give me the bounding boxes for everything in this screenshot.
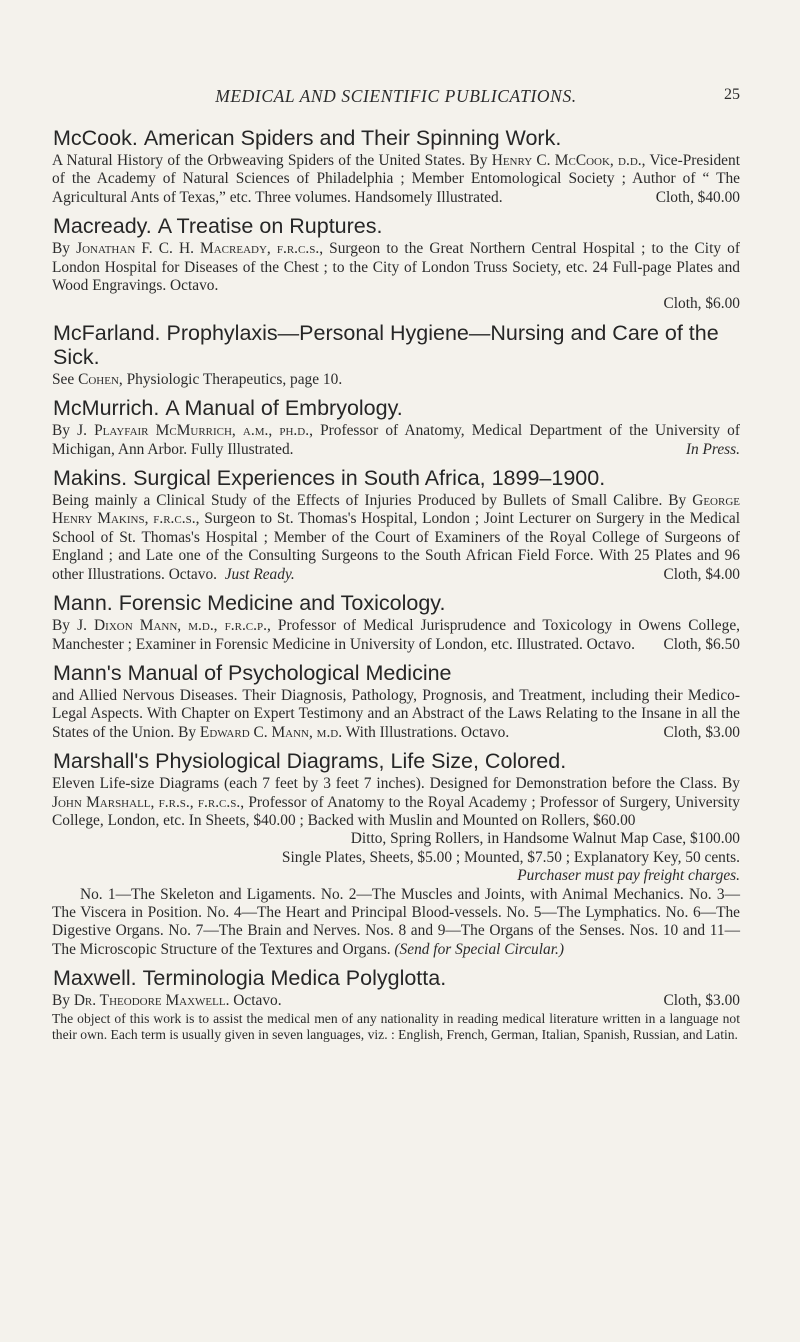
entry-price-line: Ditto, Spring Rollers, in Handsome Walnut Map Case, $100.00 — [350, 830, 740, 848]
entry-heading — [52, 661, 740, 685]
entry-body — [52, 492, 740, 584]
entry-price: Cloth, $3.00 — [663, 992, 740, 1010]
entry-text: A Natural History of the Orbweaving Spiders of the United States. By — [52, 152, 492, 169]
entry-price: Cloth, $6.50 — [663, 635, 740, 653]
entry-body — [52, 422, 740, 459]
entry-text: , Surgeon to the Great Northern Central Hospital ; to the City of London Hospital for Diseases of the Chest ; to the City of London Truss Society, etc. 24 Full-page Plates and Wood Engravings. Octavo. — [52, 240, 740, 295]
entry-text: See — [52, 370, 79, 388]
entry-heading — [52, 126, 740, 150]
entry-author-full: John Marshall, f.r.s., f.r.c.s. — [52, 793, 241, 811]
entry-author-full: Henry C. McCook, d.d. — [491, 152, 642, 169]
entry-author-full: J. Dixon Mann, m.d., f.r.c.p. — [77, 617, 267, 635]
entry-text: By — [52, 992, 74, 1010]
entry-contents: No. 1—The Skeleton and Ligaments. No. 2—The Muscles and Joints, with Animal Mechanics. No. 3—The Viscera in Position. No. 4—The Heart and Principal Blood-vessels. No. 5—The Lymphatics. No. 6—The Digestive Organs. No. 7—The Brain and Nerves. Nos. 8 and 9—The Organs of the Senses. Nos. 10 and 11—The Microscopic Structure of the Textures and Organs. — [52, 885, 740, 958]
entry-body — [52, 992, 740, 1043]
entry-status: Just Ready. — [224, 565, 295, 583]
entry-body — [52, 687, 740, 742]
entry-text: By — [52, 240, 77, 258]
entry-manns-manual — [52, 661, 740, 742]
entry-macready — [52, 214, 740, 314]
entry-author-full: Cohen — [78, 370, 119, 388]
entry-text: By — [52, 422, 78, 440]
entry-body — [52, 240, 740, 314]
entry-text: Eleven Life-size Diagrams (each 7 feet by 3 feet 7 inches). Designed for Demonstration before the Class. By — [52, 775, 740, 793]
entry-heading — [52, 966, 740, 990]
entry-maxwell — [52, 966, 740, 1043]
entry-marshalls-diagrams — [52, 749, 740, 959]
entry-price: Cloth, $40.00 — [655, 188, 740, 206]
entry-author: Mann. — [53, 591, 113, 616]
entry-body — [52, 617, 740, 654]
entry-circular-note: (Send for Special Circular.) — [394, 940, 564, 958]
entry-title: Manual of Psychological Medicine — [127, 660, 452, 685]
entry-author: Mann's — [53, 660, 122, 685]
entry-mcmurrich — [52, 396, 740, 459]
entry-note: The object of this work is to assist the medical men of any nationality in reading medical literature written in a language not their own. Each term is usually given in seven languages, viz. : English, French, German, Italian, Spanish, Russian, and Latin. — [52, 1010, 740, 1042]
entry-body — [52, 371, 740, 389]
entry-heading — [52, 591, 740, 615]
entry-title: A Manual of Embryology. — [165, 396, 403, 421]
entry-mann — [52, 591, 740, 654]
entry-status: In Press. — [685, 440, 740, 458]
entry-title: Forensic Medicine and Toxicology. — [118, 591, 446, 616]
entry-author: McCook. — [53, 126, 138, 150]
entry-makins — [52, 466, 740, 584]
entry-title: Terminologia Medica Polyglotta. — [142, 966, 447, 991]
entry-price: Cloth, $4.00 — [663, 565, 740, 583]
entry-heading — [52, 396, 740, 420]
entry-title: A Treatise on Ruptures. — [157, 214, 383, 239]
entry-heading — [52, 321, 740, 369]
entry-text: , Professor of Anatomy, Medical Department of the University of Michigan, Ann Arbor. Fully Illustrated. — [52, 422, 741, 458]
entry-text: Octavo. — [229, 992, 282, 1010]
entry-price: Cloth, $6.00 — [663, 295, 740, 313]
entry-text: , Physiologic Therapeutics, page 10. — [118, 370, 343, 388]
entry-price-line: Single Plates, Sheets, $5.00 ; Mounted, $7.50 ; Explanatory Key, 50 cents. — [281, 848, 740, 866]
entry-author: Macready. — [53, 214, 152, 239]
entry-body — [52, 775, 740, 959]
entry-author: Maxwell. — [53, 966, 137, 991]
entry-text: , Professor of Anatomy to the Royal Academy ; Professor of Surgery, University College, London, etc. In Sheets, $40.00 ; Backed with Muslin and Mounted on Rollers, $60.00 — [52, 793, 740, 829]
entries-list — [52, 126, 740, 1050]
page-number: 25 — [724, 86, 740, 103]
running-title: MEDICAL AND SCIENTIFIC PUBLICATIONS. — [215, 86, 577, 106]
entry-author: Makins. — [53, 466, 128, 491]
entry-text: , Surgeon to St. Thomas's Hospital, London ; Joint Lecturer on Surgery in the Medical School of St. Thomas's Hospital ; Member of the Court of Examiners of the Royal College of Surgeons of England ; and Late one of the Consulting Surgeons to the South African Field Force. With 25 Plates and 96 other Illustrations. Octavo. — [52, 510, 741, 583]
entry-text: Being mainly a Clinical Study of the Effects of Injuries Produced by Bullets of Small Calibre. By — [52, 492, 693, 510]
entry-author-full: Dr. Theodore Maxwell. — [73, 992, 230, 1010]
entry-title: Physiological Diagrams, Life Size, Colored. — [155, 749, 567, 774]
entry-title: American Spiders and Their Spinning Work. — [143, 126, 562, 150]
entry-text: and Allied Nervous Diseases. Their Diagnosis, Pathology, Prognosis, and Treatment, including their Medico-Legal Aspects. With Chapter on Expert Testimony and an Abstract of the Laws Relating to the Insane in all the States of the Union. By — [52, 686, 740, 741]
entry-text: , Vice-President of the Academy of Natural Sciences of Philadelphia ; Member Entomological Society ; Author of “ The Agricultural Ants of Texas,” etc. Three volumes. Handsomely Illustrated. — [52, 152, 740, 206]
entry-author: McMurrich. — [53, 396, 160, 421]
entry-freight-note: Purchaser must pay freight charges. — [517, 867, 740, 885]
entry-author-full: Edward C. Mann, m.d. — [199, 723, 343, 741]
entry-text: By — [52, 617, 78, 635]
entry-author: Marshall's — [53, 749, 150, 774]
entry-text: , Professor of Medical Jurisprudence and Toxicology in Owens College, Manchester ; Examiner in Forensic Medicine in University of London, etc. Illustrated. Octavo. — [52, 617, 740, 653]
entry-author-full: J. Playfair McMurrich, a.m., ph.d. — [77, 422, 310, 440]
entry-mcfarland — [52, 321, 740, 389]
entry-heading — [52, 749, 740, 773]
entry-mccook — [52, 126, 740, 207]
running-head — [52, 86, 740, 108]
entry-heading — [52, 214, 740, 238]
entry-body — [52, 152, 740, 207]
entry-price: Cloth, $3.00 — [663, 723, 740, 741]
entry-text: With Illustrations. Octavo. — [342, 723, 510, 741]
entry-title: Surgical Experiences in South Africa, 1899–1900. — [133, 466, 606, 491]
entry-title: Prophylaxis—Personal Hygiene—Nursing and Care of the Sick. — [53, 320, 719, 369]
entry-author-full: Jonathan F. C. H. Macready, f.r.c.s. — [76, 240, 320, 258]
entry-author: McFarland. — [53, 320, 161, 345]
entry-heading — [52, 466, 740, 490]
entry-author-full: George Henry Makins, f.r.c.s. — [52, 492, 740, 528]
